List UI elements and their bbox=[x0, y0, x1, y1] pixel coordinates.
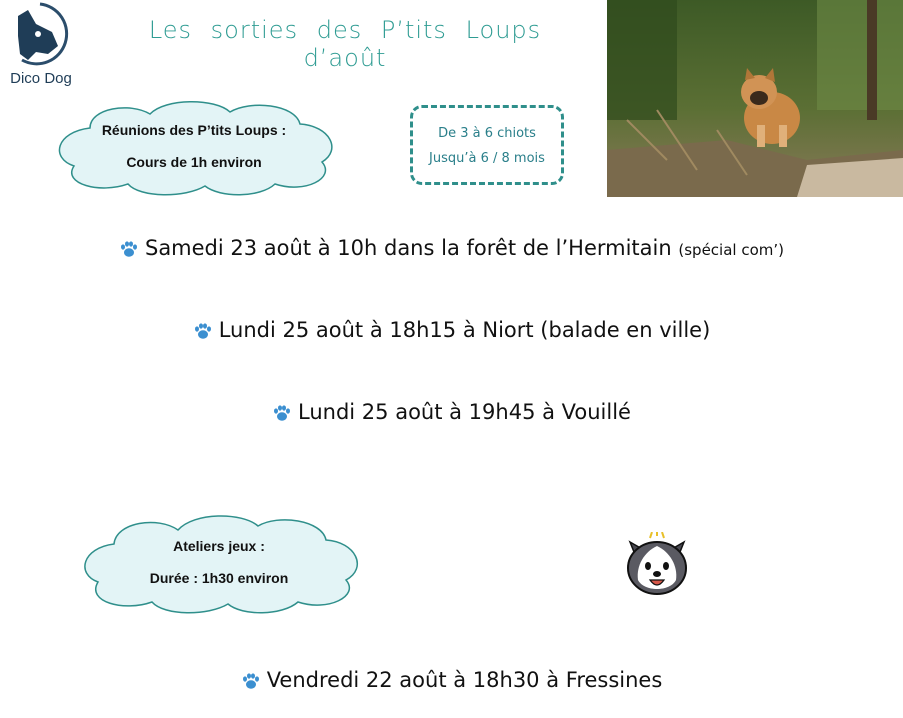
event-line bbox=[0, 400, 903, 424]
workshops-cloud-line2: Durée : 1h30 environ bbox=[149, 570, 289, 586]
event-line bbox=[0, 318, 903, 342]
puppy-in-forest-image bbox=[607, 0, 903, 197]
age-info-box bbox=[410, 105, 564, 185]
age-box-line1: De 3 à 6 chiots bbox=[438, 126, 536, 141]
logo-text: Dico Dog bbox=[10, 70, 72, 87]
event-line bbox=[0, 236, 903, 260]
event-text: Vendredi 22 août à 18h30 à Fressines bbox=[266, 668, 663, 692]
paw-icon bbox=[241, 671, 261, 691]
dog-head-logo-icon bbox=[8, 2, 72, 68]
cloud-shape-icon bbox=[50, 98, 338, 198]
dico-dog-logo bbox=[0, 0, 82, 92]
event-note: (spécial com’) bbox=[678, 241, 784, 259]
husky-sticker bbox=[624, 532, 690, 598]
puppy-photo bbox=[607, 0, 903, 197]
paw-icon bbox=[272, 403, 292, 423]
husky-face-icon bbox=[624, 532, 690, 598]
age-box-line2: Jusqu’à 6 / 8 mois bbox=[429, 151, 545, 166]
meetings-cloud-line1: Réunions des P’tits Loups : bbox=[101, 122, 287, 138]
cloud-shape-icon bbox=[76, 512, 362, 616]
paw-icon bbox=[119, 239, 139, 259]
event-text: Lundi 25 août à 18h15 à Niort (balade en ville) bbox=[218, 318, 711, 342]
workshops-cloud bbox=[76, 512, 362, 616]
page-title: Les sorties des P’tits Loups d’août bbox=[148, 16, 542, 72]
workshops-cloud-line1: Ateliers jeux : bbox=[173, 538, 265, 554]
event-text: Samedi 23 août à 10h dans la forêt de l’Hermitain bbox=[144, 236, 672, 260]
event-text: Lundi 25 août à 19h45 à Vouillé bbox=[298, 400, 631, 424]
paw-icon bbox=[193, 321, 213, 341]
meetings-cloud bbox=[50, 98, 338, 198]
meetings-cloud-line2: Cours de 1h environ bbox=[126, 154, 262, 170]
event-line bbox=[0, 668, 903, 692]
